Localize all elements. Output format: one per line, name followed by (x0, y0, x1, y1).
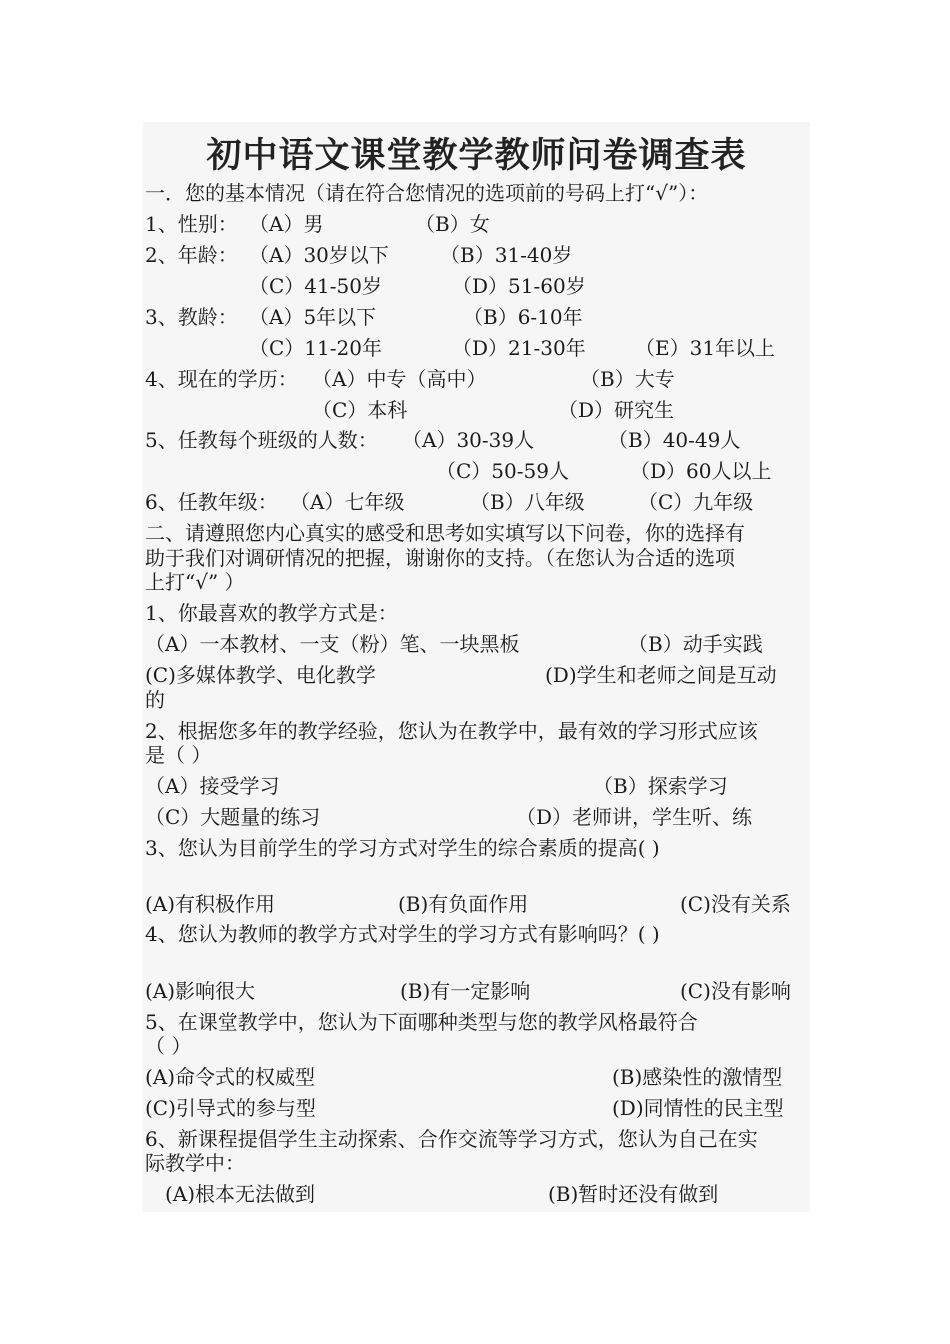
q5-option-b: （B）40-49人 (608, 428, 741, 452)
q6-option-b: （B）八年级 (470, 490, 585, 514)
s2-q5-text-line1: 5、在课堂教学中，您认为下面哪种类型与您的教学风格最符合 (145, 1010, 698, 1034)
s2-q1-text: 1、你最喜欢的教学方式是： (145, 601, 398, 625)
q3-option-e: （E）31年以上 (635, 336, 776, 360)
q5-option-c: （C）50-59人 (436, 459, 569, 483)
s2-q6-text-line1: 6、新课程提倡学生主动探索、合作交流等学习方式，您认为自己在实 (145, 1127, 758, 1151)
s2-q3-option-b: (B)有负面作用 (398, 892, 529, 916)
q2-option-c: （C）41-50岁 (249, 274, 382, 298)
s2-q2-option-d: （D）老师讲，学生听、练 (516, 805, 753, 829)
s2-q2-option-c: （C）大题量的练习 (145, 805, 321, 829)
s2-q1-option-a: （A）一本教材、一支（粉）笔、一块黑板 (145, 632, 520, 656)
s2-q4-text: 4、您认为教师的教学方式对学生的学习方式有影响吗？( ) (145, 922, 660, 946)
s2-q5-option-b: (B)感染性的激情型 (612, 1065, 783, 1089)
s2-q1-option-d: (D)学生和老师之间是互动 (545, 663, 777, 687)
q1-option-a: （A）男 (249, 212, 324, 236)
q2-option-b: （B）31-40岁 (440, 243, 573, 267)
s2-q6-text-line2: 际教学中： (145, 1151, 245, 1175)
q5-option-a: （A）30-39人 (402, 428, 535, 452)
q4-option-c: （C）本科 (312, 398, 408, 422)
q4-label: 4、现在的学历： (145, 367, 298, 391)
s2-q1-option-b: （B）动手实践 (628, 632, 763, 656)
q1-option-b: （B）女 (415, 212, 490, 236)
q5-option-d: （D）60人以上 (630, 459, 772, 483)
section2-intro-line1: 二、请遵照您内心真实的感受和思考如实填写以下问卷，你的选择有 (145, 521, 745, 545)
s2-q1-option-c: (C)多媒体教学、电化教学 (145, 663, 376, 687)
s2-q3-text: 3、您认为目前学生的学习方式对学生的综合素质的提高( ) (145, 836, 660, 860)
s2-q4-option-a: (A)影响很大 (145, 979, 256, 1003)
q1-label: 1、性别： (145, 212, 238, 236)
q3-option-a: （A）5年以下 (249, 305, 377, 329)
s2-q3-option-a: (A)有积极作用 (145, 892, 276, 916)
q5-label: 5、任教每个班级的人数： (145, 428, 378, 452)
s2-q5-option-d: (D)同情性的民主型 (612, 1096, 784, 1120)
section2-intro-line3: 上打“√” ） (145, 570, 245, 594)
s2-q5-option-a: (A)命令式的权威型 (145, 1065, 316, 1089)
q3-option-c: （C）11-20年 (249, 336, 382, 360)
q4-option-d: （D）研究生 (558, 398, 675, 422)
s2-q1-option-d-cont: 的 (145, 688, 165, 712)
q2-option-a: （A）30岁以下 (249, 243, 389, 267)
s2-q6-option-b: (B)暂时还没有做到 (548, 1182, 719, 1206)
q6-label: 6、任教年级： (145, 490, 278, 514)
s2-q4-option-c: (C)没有影响 (680, 979, 791, 1003)
q2-option-d: （D）51-60岁 (452, 274, 586, 298)
q3-option-b: （B）6-10年 (463, 305, 583, 329)
s2-q2-option-b: （B）探索学习 (593, 774, 728, 798)
s2-q5-option-c: (C)引导式的参与型 (145, 1096, 316, 1120)
document-title: 初中语文课堂教学教师问卷调查表 (206, 135, 747, 176)
s2-q2-text-line2: 是（ ） (145, 743, 212, 767)
section1-heading: 一．您的基本情况（请在符合您情况的选项前的号码上打“√”）： (145, 181, 709, 205)
q3-label: 3、教龄： (145, 305, 238, 329)
q4-option-a: （A）中专（高中） (312, 367, 487, 391)
s2-q2-text-line1: 2、根据您多年的教学经验，您认为在教学中，最有效的学习形式应该 (145, 719, 758, 743)
q2-label: 2、年龄： (145, 243, 238, 267)
s2-q4-option-b: (B)有一定影响 (400, 979, 531, 1003)
q3-option-d: （D）21-30年 (452, 336, 586, 360)
s2-q5-text-line2: （ ） (145, 1034, 192, 1058)
s2-q3-option-c: (C)没有关系 (680, 892, 791, 916)
q6-option-c: （C）九年级 (638, 490, 754, 514)
q4-option-b: （B）大专 (580, 367, 675, 391)
section2-intro-line2: 助于我们对调研情况的把握，谢谢你的支持。（在您认为合适的选项 (145, 546, 735, 570)
s2-q6-option-a: (A)根本无法做到 (165, 1182, 316, 1206)
q6-option-a: （A）七年级 (290, 490, 405, 514)
s2-q2-option-a: （A）接受学习 (145, 774, 280, 798)
